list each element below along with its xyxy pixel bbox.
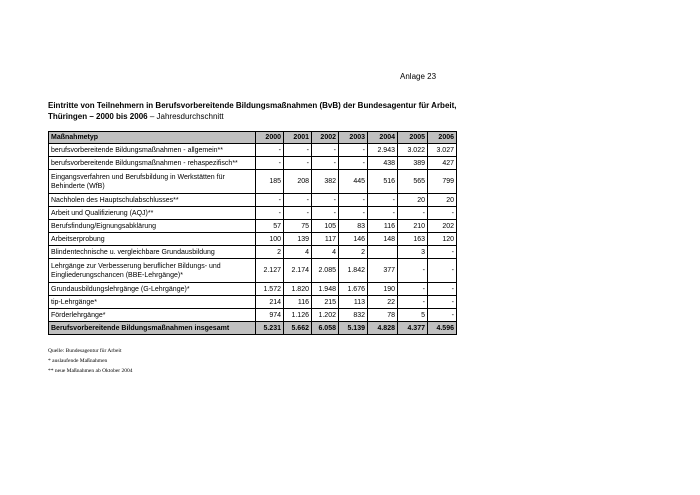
table-cell: 4 [284, 246, 312, 259]
table-cell: - [312, 157, 339, 170]
title-line-2-rest: – Jahresdurchschnitt [147, 112, 224, 121]
table-cell: 57 [256, 220, 284, 233]
table-cell: 2.943 [368, 144, 398, 157]
table-cell: 202 [428, 220, 457, 233]
table-cell: 3.027 [428, 144, 457, 157]
table-cell: - [284, 157, 312, 170]
total-label: Berufsvorbereitende Bildungsmaßnahmen insgesamt [49, 322, 256, 335]
row-label: Nachholen des Hauptschulabschlusses** [49, 194, 256, 207]
table-cell: 2.174 [284, 259, 312, 283]
column-header: 2000 [256, 132, 284, 144]
table-cell: 377 [368, 259, 398, 283]
table-header-row [49, 132, 457, 144]
table-cell: 3.022 [398, 144, 428, 157]
table-cell: - [256, 144, 284, 157]
table-row [49, 194, 457, 207]
table-cell: 1.126 [284, 309, 312, 322]
total-cell: 5.662 [284, 322, 312, 335]
table-cell: 1.820 [284, 283, 312, 296]
table-cell: 1.948 [312, 283, 339, 296]
table-cell: - [256, 157, 284, 170]
table-cell: 20 [398, 194, 428, 207]
table-cell: - [428, 207, 457, 220]
table-cell: 78 [368, 309, 398, 322]
table-row [49, 144, 457, 157]
footnote-single-star: * auslaufende Maßnahmen [48, 358, 108, 364]
table-row [49, 296, 457, 309]
annex-label: Anlage 23 [400, 72, 437, 81]
table-cell [368, 246, 398, 259]
total-cell: 4.377 [398, 322, 428, 335]
table-cell: 100 [256, 233, 284, 246]
table-cell: - [428, 246, 457, 259]
table-cell: - [312, 194, 339, 207]
table-cell: - [368, 207, 398, 220]
table-cell: 83 [339, 220, 368, 233]
table-cell: 974 [256, 309, 284, 322]
row-label: Förderlehrgänge* [49, 309, 256, 322]
total-cell: 4.596 [428, 322, 457, 335]
table-cell: 116 [368, 220, 398, 233]
table-cell: 382 [312, 170, 339, 194]
table-cell: 427 [428, 157, 457, 170]
table-cell: - [312, 144, 339, 157]
table-cell: 105 [312, 220, 339, 233]
table-cell: 389 [398, 157, 428, 170]
title-line-2-bold: Thüringen – 2000 bis 2006 [48, 112, 148, 121]
table-cell: - [339, 144, 368, 157]
table-cell: 1.842 [339, 259, 368, 283]
footnote-double-star: ** neue Maßnahmen ab Oktober 2004 [48, 368, 133, 374]
table-cell: 214 [256, 296, 284, 309]
table-cell: - [398, 296, 428, 309]
table-row [49, 259, 457, 283]
table-cell: 185 [256, 170, 284, 194]
table-cell: 146 [339, 233, 368, 246]
source-note: Quelle: Bundesagentur für Arbeit [48, 348, 122, 354]
table-cell: 163 [398, 233, 428, 246]
row-label: Blindentechnische u. vergleichbare Grundausbildung [49, 246, 256, 259]
table-cell: 832 [339, 309, 368, 322]
table-cell: 190 [368, 283, 398, 296]
column-header: 2003 [339, 132, 368, 144]
row-label: Lehrgänge zur Verbesserung beruflicher Bildungs- und Eingliederungschancen (BBE-Lehrgänge)* [49, 259, 256, 283]
table-row [49, 157, 457, 170]
title-line-1: Eintritte von Teilnehmern in Berufsvorbereitende Bildungsmaßnahmen (BvB) der Bundesagentur für Arbeit, [48, 101, 457, 110]
table-cell: 445 [339, 170, 368, 194]
table-cell: 22 [368, 296, 398, 309]
total-cell: 5.139 [339, 322, 368, 335]
row-label: Berufsfindung/Eignungsabklärung [49, 220, 256, 233]
table-cell: - [339, 157, 368, 170]
column-header: 2002 [312, 132, 339, 144]
table-cell: - [256, 194, 284, 207]
table-cell: 565 [398, 170, 428, 194]
table-cell: - [339, 194, 368, 207]
column-header: Maßnahmetyp [49, 132, 256, 144]
total-cell: 6.058 [312, 322, 339, 335]
table-row [49, 220, 457, 233]
row-label: berufsvorbereitende Bildungsmaßnahmen - allgemein** [49, 144, 256, 157]
table-cell: - [428, 309, 457, 322]
table-cell: 215 [312, 296, 339, 309]
row-label: Arbeit und Qualifizierung (AQJ)** [49, 207, 256, 220]
column-header: 2006 [428, 132, 457, 144]
table-cell: 116 [284, 296, 312, 309]
row-label: Arbeitserprobung [49, 233, 256, 246]
table-cell: 2.085 [312, 259, 339, 283]
table-row [49, 283, 457, 296]
table-cell: 438 [368, 157, 398, 170]
row-label: Grundausbildungslehrgänge (G-Lehrgänge)* [49, 283, 256, 296]
table-cell: 2.127 [256, 259, 284, 283]
total-cell: 4.828 [368, 322, 398, 335]
table-cell: 113 [339, 296, 368, 309]
total-cell: 5.231 [256, 322, 284, 335]
table-cell: 208 [284, 170, 312, 194]
table-cell: 1.676 [339, 283, 368, 296]
table-cell: 3 [398, 246, 428, 259]
table-cell: 75 [284, 220, 312, 233]
table-cell: 2 [256, 246, 284, 259]
table-cell: 120 [428, 233, 457, 246]
table-cell: - [256, 207, 284, 220]
table-cell: - [284, 144, 312, 157]
table-cell: 4 [312, 246, 339, 259]
table-cell: - [398, 259, 428, 283]
table-row [49, 233, 457, 246]
column-header: 2001 [284, 132, 312, 144]
table-cell: - [339, 207, 368, 220]
table-row [49, 207, 457, 220]
table-cell: 20 [428, 194, 457, 207]
table-row [49, 170, 457, 194]
table-row [49, 309, 457, 322]
row-label: berufsvorbereitende Bildungsmaßnahmen - rehaspezifisch** [49, 157, 256, 170]
table-cell: 139 [284, 233, 312, 246]
table-cell: 5 [398, 309, 428, 322]
table-row [49, 246, 457, 259]
table-cell: 799 [428, 170, 457, 194]
table-cell: - [398, 207, 428, 220]
row-label: tip-Lehrgänge* [49, 296, 256, 309]
table-cell: 2 [339, 246, 368, 259]
table-cell: 117 [312, 233, 339, 246]
column-header: 2005 [398, 132, 428, 144]
table-cell: 1.202 [312, 309, 339, 322]
table-cell: 1.572 [256, 283, 284, 296]
table-cell: - [428, 259, 457, 283]
table-cell: - [428, 283, 457, 296]
table-total-row [49, 322, 457, 335]
table-cell: 210 [398, 220, 428, 233]
row-label: Eingangsverfahren und Berufsbildung in Werkstätten für Behinderte (WfB) [49, 170, 256, 194]
table-cell: - [398, 283, 428, 296]
column-header: 2004 [368, 132, 398, 144]
table-cell: - [428, 296, 457, 309]
document-title [48, 100, 468, 122]
table-cell: - [368, 194, 398, 207]
table-cell: - [312, 207, 339, 220]
participants-table [48, 131, 457, 335]
table-cell: - [284, 194, 312, 207]
table-cell: 516 [368, 170, 398, 194]
table-cell: - [284, 207, 312, 220]
table-cell: 148 [368, 233, 398, 246]
